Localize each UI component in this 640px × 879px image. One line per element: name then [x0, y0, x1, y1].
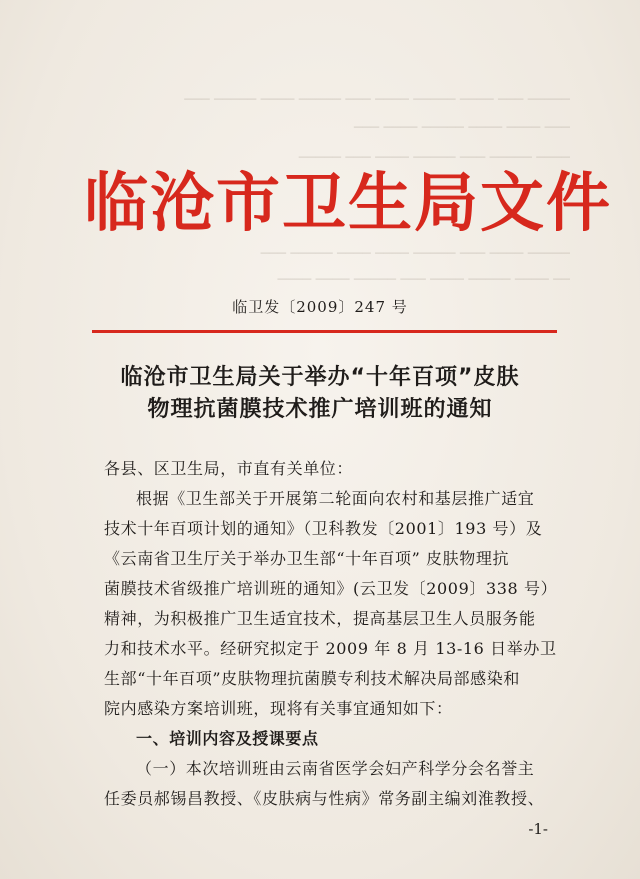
- addressee: 各县、区卫生局，市直有关单位：: [104, 459, 354, 478]
- body-line: 精神，为积极推广卫生适宜技术，提高基层卫生人员服务能: [104, 609, 536, 628]
- body-line: 生部“十年百项”皮肤物理抗菌膜专利技术解决局部感染和: [104, 669, 520, 688]
- body-line: 技术十年百项计划的通知》（卫科教发〔2001〕193 号）及: [104, 519, 543, 538]
- bleed-through-text: ──── ───── ─── ───── ──── ─── ─────: [298, 150, 570, 166]
- body-line: 任委员郝锡昌教授、《皮肤病与性病》常务副主编刘淮教授、: [104, 789, 545, 808]
- body-line: （一）本次培训班由云南省医学会妇产科学分会名誉主: [136, 759, 535, 778]
- bleed-through-text: ── ──── ───── ──── ─── ───── ──── ────: [277, 272, 570, 288]
- bleed-through-text: ───── ──── ─── ───── ──── ──── ───── ───: [260, 246, 570, 262]
- body-line: 《云南省卫生厅关于举办卫生部“十年百项” 皮肤物理抗: [104, 549, 510, 568]
- bleed-through-text: ─── ──── ──── ───── ──── ───: [353, 120, 570, 136]
- notice-title-line-2: 物理抗菌膜技术推广培训班的通知: [147, 397, 493, 422]
- body-line: 菌膜技术省级推广培训班的通知》(云卫发〔2009〕338 号）: [104, 579, 558, 598]
- body-line: 院内感染方案培训班，现将有关事宜通知如下：: [104, 699, 453, 718]
- body-line: 力和技术水平。经研究拟定于 2009 年 8 月 13-16 日举办卫: [104, 639, 557, 658]
- notice-title-line-1: 临沧市卫生局关于举办“十年百项”皮肤: [120, 365, 520, 390]
- section-heading-1: 一、培训内容及授课要点: [136, 729, 319, 748]
- document-header-title: 临沧市卫生局文件: [84, 167, 612, 241]
- red-divider-line: [92, 330, 557, 333]
- document-number: 临卫发〔2009〕247 号: [232, 298, 408, 316]
- body-line: 根据《卫生部关于开展第二轮面向农村和基层推广适宜: [136, 489, 535, 508]
- page-number: -1-: [528, 820, 548, 838]
- bleed-through-text: ───── ─── ──── ───── ──── ─── ───── ──── ───── ───: [184, 92, 570, 108]
